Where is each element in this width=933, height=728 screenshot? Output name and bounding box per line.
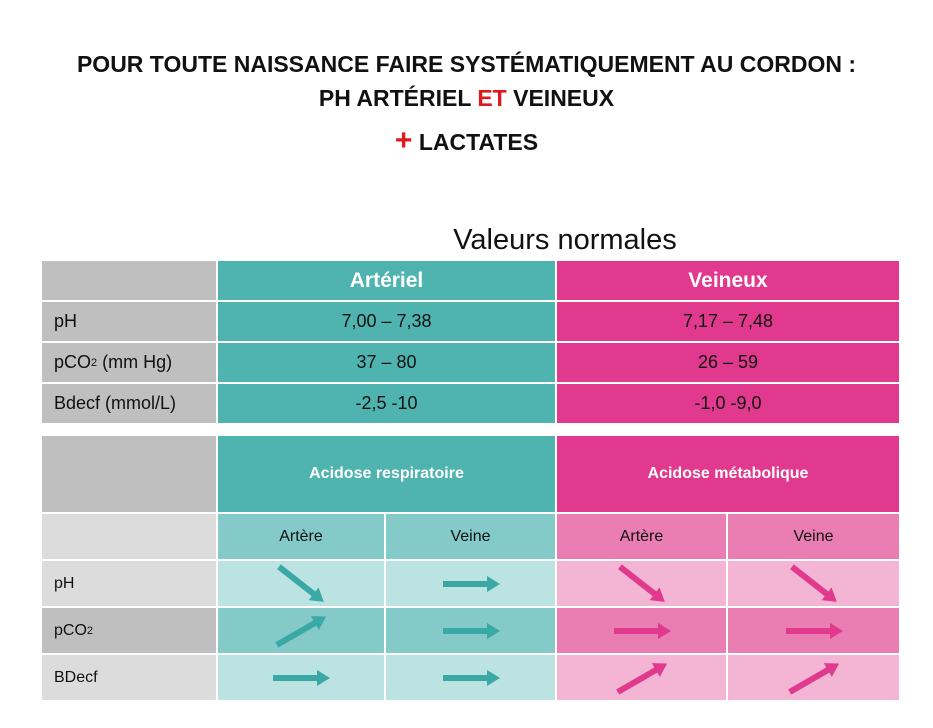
arrow-right-icon — [441, 658, 501, 698]
value-bdecf-arteriel: -2,5 -10 — [218, 384, 555, 423]
arrow-cell-bdecf-resp-artere — [218, 655, 384, 700]
row2-label-bdecf — [42, 655, 216, 700]
subheader-corner — [42, 514, 216, 559]
header-acidose-metabolique: Acidose métabolique — [557, 436, 899, 512]
row-label-text: pCO — [54, 621, 87, 639]
row-label-unit: (mm Hg) — [97, 352, 173, 372]
row-label-text: pH — [54, 311, 78, 331]
row-label-text: pH — [54, 574, 75, 592]
row-label-text: Bdecf (mmol/L) — [54, 393, 177, 413]
arrow-cell-bdecf-meta-veine — [728, 655, 899, 700]
arrow-cell-pco2-meta-artere — [557, 608, 726, 653]
heading-line-2-end: VEINEUX — [506, 85, 615, 111]
arrow-up-icon — [271, 611, 331, 651]
arrow-cell-pco2-resp-artere — [218, 608, 384, 653]
arrow-right-icon — [441, 611, 501, 651]
heading-line-1: POUR TOUTE NAISSANCE FAIRE SYSTÉMATIQUEMENT AU CORDON : — [76, 51, 857, 77]
value-ph-arteriel: 7,00 – 7,38 — [218, 302, 555, 341]
arrow-cell-ph-meta-artere — [557, 561, 726, 606]
arrow-cell-pco2-resp-veine — [386, 608, 555, 653]
row-label-bdecf — [42, 384, 216, 423]
arrow-up-icon — [784, 658, 844, 698]
arrow-right-icon — [784, 611, 844, 651]
row2-label-pco2 — [42, 608, 216, 653]
row-label-sub: 2 — [86, 624, 94, 637]
subheader-meta-veine: Veine — [728, 514, 899, 559]
arrow-up-icon — [612, 658, 672, 698]
header-arteriel: Artériel — [218, 261, 555, 300]
value-ph-veineux: 7,17 – 7,48 — [557, 302, 899, 341]
heading-line-2-start: PH ARTÉRIEL — [318, 85, 478, 111]
arrow-down-icon — [612, 564, 672, 604]
row-label-ph — [42, 302, 216, 341]
table-title: Valeurs normales — [453, 224, 677, 256]
arrow-cell-bdecf-resp-veine — [386, 655, 555, 700]
arrow-cell-bdecf-meta-artere — [557, 655, 726, 700]
heading-line-3 — [0, 126, 933, 157]
value-bdecf-veineux: -1,0 -9,0 — [557, 384, 899, 423]
table1-corner — [42, 261, 216, 300]
value-pco2-arteriel: 37 – 80 — [218, 343, 555, 382]
arrow-cell-ph-resp-veine — [386, 561, 555, 606]
header-acidose-respiratoire: Acidose respiratoire — [218, 436, 555, 512]
arrow-right-icon — [612, 611, 672, 651]
arrow-right-icon — [271, 658, 331, 698]
row-label-sub: 2 — [91, 356, 98, 369]
arrow-down-icon — [271, 564, 331, 604]
row2-label-ph — [42, 561, 216, 606]
row-label-pco2 — [42, 343, 216, 382]
arrow-cell-pco2-meta-veine — [728, 608, 899, 653]
subheader-resp-veine: Veine — [386, 514, 555, 559]
row-label-text: pCO — [54, 352, 92, 372]
subheader-resp-artere: Artère — [218, 514, 384, 559]
header-veineux: Veineux — [557, 261, 899, 300]
arrow-down-icon — [784, 564, 844, 604]
arrow-cell-ph-resp-artere — [218, 561, 384, 606]
arrow-right-icon — [441, 564, 501, 604]
heading-et: ET — [477, 85, 507, 111]
row-label-text: BDecf — [54, 668, 98, 686]
arrow-cell-ph-meta-veine — [728, 561, 899, 606]
table2-corner — [42, 436, 216, 512]
heading-line-2 — [0, 83, 933, 113]
plus-icon: + — [394, 124, 413, 157]
subheader-meta-artere: Artère — [557, 514, 726, 559]
heading-lactates: LACTATES — [412, 129, 539, 155]
value-pco2-veineux: 26 – 59 — [557, 343, 899, 382]
